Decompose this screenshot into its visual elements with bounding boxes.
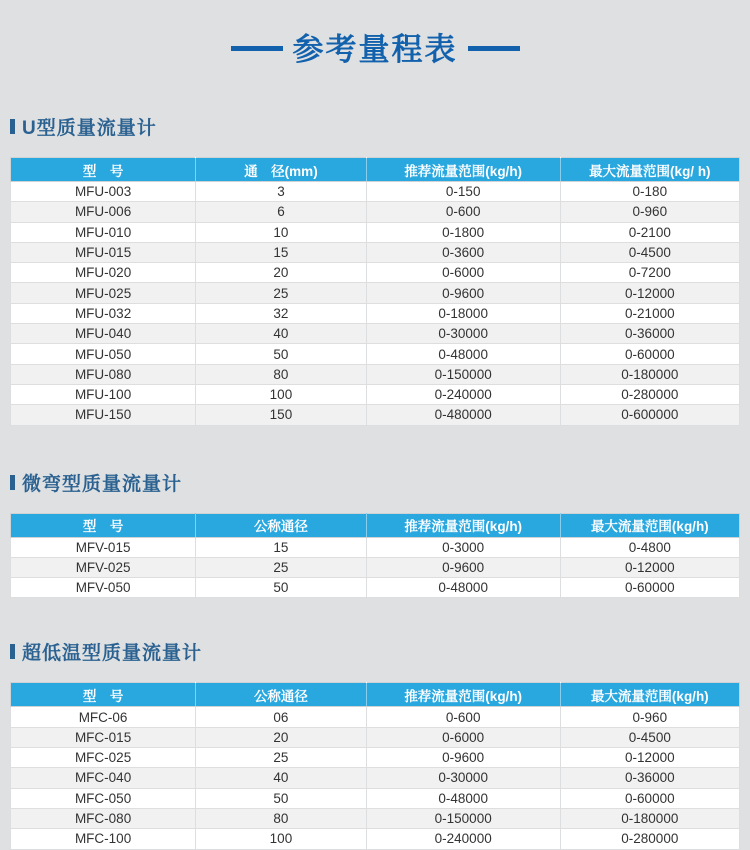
sections-container [0,113,750,850]
table-header-cell: 通 径(mm) [196,158,367,182]
table-cell: 0-3600 [366,242,560,262]
table-cell: 0-6000 [366,263,560,283]
table-cell: 25 [196,283,367,303]
table-cell: 0-150 [366,182,560,202]
table-header-cell: 型 号 [11,158,196,182]
table-header-cell: 最大流量范围(kg/h) [560,683,739,707]
section-1 [10,113,740,426]
table-cell: 0-7200 [560,263,739,283]
table-cell: 0-9600 [366,283,560,303]
table-cell: 15 [196,242,367,262]
range-table [10,157,740,426]
table-row [11,324,740,344]
table-cell: MFV-015 [11,537,196,557]
table-cell: 20 [196,263,367,283]
table-cell: 20 [196,727,367,747]
table-cell: 0-600000 [560,405,739,425]
table-cell: 0-36000 [560,324,739,344]
table-header-cell: 公称通径 [196,513,367,537]
table-cell: 50 [196,578,367,598]
table-header-cell: 推荐流量范围(kg/h) [366,683,560,707]
table-cell: 0-280000 [560,384,739,404]
table-cell: 80 [196,808,367,828]
table-row [11,202,740,222]
table-cell: 0-3000 [366,537,560,557]
table-row [11,748,740,768]
table-cell: 0-180 [560,182,739,202]
table-cell: 0-48000 [366,578,560,598]
table-cell: MFC-015 [11,727,196,747]
table-cell: 3 [196,182,367,202]
heading-marker-bar [10,475,15,490]
table-cell: MFU-025 [11,283,196,303]
table-row [11,727,740,747]
section-heading-label: 微弯型质量流量计 [22,473,183,495]
table-header-cell: 推荐流量范围(kg/h) [366,158,560,182]
table-cell: 0-12000 [560,283,739,303]
table-cell: 0-60000 [560,578,739,598]
table-cell: 150 [196,405,367,425]
table-cell: 50 [196,788,367,808]
table-row [11,283,740,303]
table-cell: 0-6000 [366,727,560,747]
table-cell: MFU-150 [11,405,196,425]
table-cell: 6 [196,202,367,222]
range-table [10,682,740,849]
section-heading-label: U型质量流量计 [22,118,157,139]
table-cell: 0-60000 [560,788,739,808]
table-cell: 0-150000 [366,364,560,384]
table-cell: 0-180000 [560,808,739,828]
table-row [11,578,740,598]
table-cell: 0-60000 [560,344,739,364]
table-header-cell: 型 号 [11,683,196,707]
table-cell: 0-180000 [560,364,739,384]
section-3 [10,638,740,849]
table-cell: 0-12000 [560,557,739,577]
range-table [10,513,740,599]
table-cell: MFC-050 [11,788,196,808]
table-cell: 0-4800 [560,537,739,557]
table-cell: MFU-080 [11,364,196,384]
table-row [11,707,740,727]
table-header-cell: 最大流量范围(kg/ h) [560,158,739,182]
section-heading [10,638,740,665]
table-cell: MFC-06 [11,707,196,727]
table-cell: 50 [196,344,367,364]
table-cell: MFU-003 [11,182,196,202]
table-cell: 0-600 [366,202,560,222]
table-header-cell: 最大流量范围(kg/h) [560,513,739,537]
table-row [11,829,740,849]
table-cell: MFV-050 [11,578,196,598]
table-cell: MFU-006 [11,202,196,222]
page-title: 参考量程表 [292,32,458,67]
table-cell: MFU-032 [11,303,196,323]
table-cell: 0-9600 [366,557,560,577]
table-cell: 25 [196,557,367,577]
table-cell: 80 [196,364,367,384]
table-cell: MFU-040 [11,324,196,344]
table-header-cell: 型 号 [11,513,196,537]
table-row [11,364,740,384]
table-cell: MFU-020 [11,263,196,283]
table-cell: MFV-025 [11,557,196,577]
table-row [11,344,740,364]
table-header-cell: 推荐流量范围(kg/h) [366,513,560,537]
table-header-row [11,683,740,707]
table-cell: 0-600 [366,707,560,727]
table-header-cell: 公称通径 [196,683,367,707]
table-row [11,405,740,425]
table-cell: 32 [196,303,367,323]
table-row [11,557,740,577]
table-cell: 0-960 [560,707,739,727]
table-cell: 0-1800 [366,222,560,242]
table-cell: 0-240000 [366,829,560,849]
table-cell: 0-30000 [366,768,560,788]
table-cell: 0-240000 [366,384,560,404]
table-cell: MFC-100 [11,829,196,849]
table-cell: MFC-025 [11,748,196,768]
table-cell: 0-960 [560,202,739,222]
table-cell: 15 [196,537,367,557]
table-row [11,182,740,202]
table-cell: 0-2100 [560,222,739,242]
table-header-row [11,158,740,182]
section-2 [10,469,740,599]
table-cell: MFU-100 [11,384,196,404]
table-cell: 100 [196,384,367,404]
table-cell: 40 [196,768,367,788]
table-cell: 0-21000 [560,303,739,323]
table-row [11,788,740,808]
table-cell: 0-30000 [366,324,560,344]
table-cell: MFU-015 [11,242,196,262]
table-cell: MFC-080 [11,808,196,828]
table-cell: 0-480000 [366,405,560,425]
table-row [11,222,740,242]
table-row [11,384,740,404]
table-cell: 0-48000 [366,788,560,808]
table-cell: 0-36000 [560,768,739,788]
title-right-dash [468,46,520,51]
table-cell: 0-150000 [366,808,560,828]
table-cell: 0-4500 [560,242,739,262]
table-cell: 0-18000 [366,303,560,323]
table-cell: 0-4500 [560,727,739,747]
table-header-row [11,513,740,537]
section-heading [10,113,740,140]
table-cell: 10 [196,222,367,242]
page-title-block [0,0,750,69]
section-heading [10,469,740,496]
table-cell: 0-280000 [560,829,739,849]
table-row [11,242,740,262]
table-cell: 0-48000 [366,344,560,364]
table-cell: 0-9600 [366,748,560,768]
title-left-dash [231,46,283,51]
table-cell: MFU-010 [11,222,196,242]
table-row [11,808,740,828]
section-heading-label: 超低温型质量流量计 [22,643,203,665]
table-row [11,263,740,283]
heading-marker-bar [10,644,15,659]
table-row [11,303,740,323]
table-cell: 0-12000 [560,748,739,768]
table-row [11,537,740,557]
table-row [11,768,740,788]
table-cell: 100 [196,829,367,849]
table-cell: 40 [196,324,367,344]
table-cell: 06 [196,707,367,727]
table-cell: MFU-050 [11,344,196,364]
table-cell: MFC-040 [11,768,196,788]
table-cell: 25 [196,748,367,768]
heading-marker-bar [10,119,15,134]
